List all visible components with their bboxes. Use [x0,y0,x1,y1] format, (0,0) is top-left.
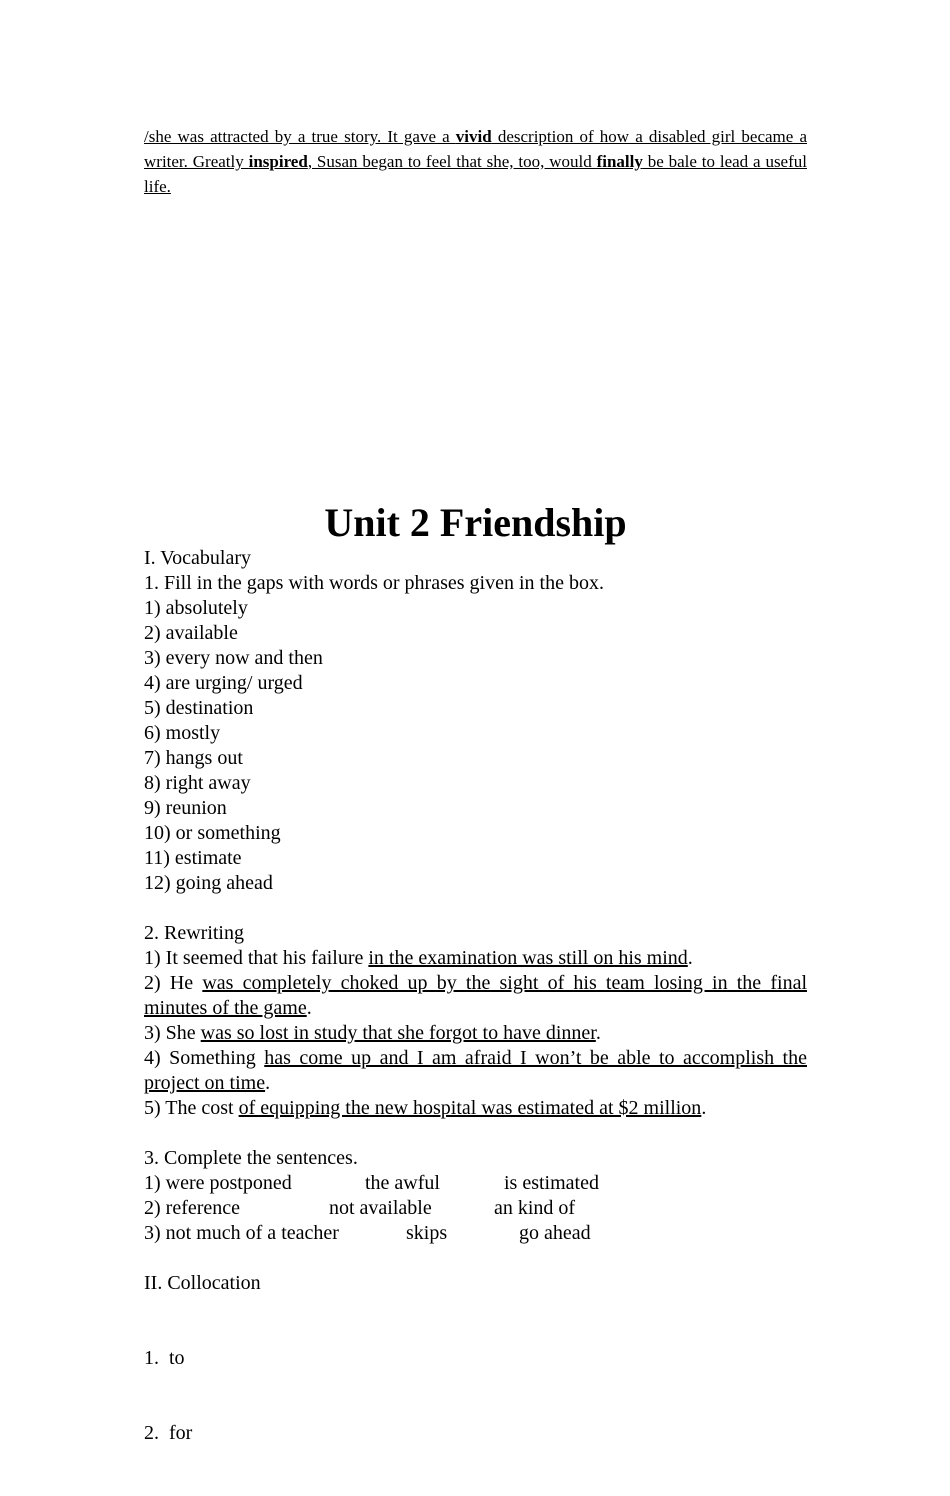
underlined-answer: was so lost in study that she forgot to have dinner [200,1022,596,1044]
sentence-end: . [687,947,693,969]
answer-cell: the awful [365,1172,440,1194]
spacer [144,1246,807,1271]
sentence-start: 3) She [144,1022,201,1044]
list-item: 8) right away [144,772,251,794]
sentence-end: . [306,997,312,1019]
unit-title: Unit 2 Friendship [324,500,627,545]
underlined-answer: in the examination was still on his mind [368,947,688,969]
list-item: 5) destination [144,697,254,719]
list-item [144,971,807,1021]
rewriting-answer-list [144,946,807,1121]
list-item: 3) every now and then [144,647,323,669]
list-item [144,1046,807,1096]
answer-cell: is estimated [504,1172,599,1194]
answer-cell: 1) were postponed [144,1172,292,1194]
fill-gaps-answer-list [144,596,807,896]
list-item: 9) reunion [144,797,227,819]
intro-text: /she was attracted by a true story. It gave a [144,127,456,146]
unit-body [144,546,807,1496]
spacer [144,1121,807,1146]
underlined-answer: of equipping the new hospital was estimated at $2 million [238,1097,702,1119]
exercise-heading-rewriting: 2. Rewriting [144,922,244,944]
sentence-start: 5) The cost [144,1097,239,1119]
underlined-answer: was completely choked up by the sight of his team losing in the final minutes of the game [144,972,807,1019]
sentence-start: 2) He [144,972,203,994]
answer-cell: an kind of [494,1197,576,1219]
list-item: 1. to [144,1347,185,1369]
collocation-answer-list [144,1296,807,1496]
sentence-start: 4) Something [144,1047,265,1069]
answer-cell: 2) reference [144,1197,241,1219]
intro-bold-word: finally [596,152,643,171]
answer-row [144,1221,807,1246]
list-item [144,1021,807,1046]
sentence-end: . [265,1072,271,1094]
intro-text: be bale to lead a useful life. [144,152,807,196]
list-item: 4) are urging/ urged [144,672,303,694]
sentence-end: . [701,1097,707,1119]
intro-bold-word: inspired [248,152,308,171]
section-heading-vocabulary: I. Vocabulary [144,547,252,569]
exercise-heading-complete-sentences: 3. Complete the sentences. [144,1147,358,1169]
sentence-start: 1) It seemed that his failure [144,947,369,969]
intro-text: description of how a disabled girl became a writer. Greatly [144,127,807,171]
answer-row [144,1171,807,1196]
list-item: 6) mostly [144,722,221,744]
spacer [144,896,807,921]
intro-paragraph [144,124,807,199]
list-item: 2. for [144,1422,193,1444]
answer-cell: not available [329,1197,432,1219]
complete-sentences-answer-grid [144,1171,807,1246]
list-item: 11) estimate [144,847,242,869]
answer-cell: skips [406,1222,448,1244]
list-item: 1) absolutely [144,597,248,619]
sentence-end: . [595,1022,601,1044]
list-item: 12) going ahead [144,872,273,894]
list-item [144,1096,807,1121]
answer-row [144,1196,807,1221]
intro-text: , Susan began to feel that she, too, would [307,152,597,171]
section-heading-collocation: II. Collocation [144,1272,261,1294]
list-item [144,946,807,971]
document-page [144,124,807,1444]
list-item: 7) hangs out [144,747,243,769]
list-item: 10) or something [144,822,281,844]
answer-cell: 3) not much of a teacher [144,1222,339,1244]
answer-cell: go ahead [519,1222,591,1244]
intro-bold-word: vivid [455,127,492,146]
list-item: 2) available [144,622,238,644]
underlined-answer: has come up and I am afraid I won’t be able to accomplish the project on time [144,1047,807,1094]
exercise-heading-fill-gaps: 1. Fill in the gaps with words or phrases given in the box. [144,572,604,594]
